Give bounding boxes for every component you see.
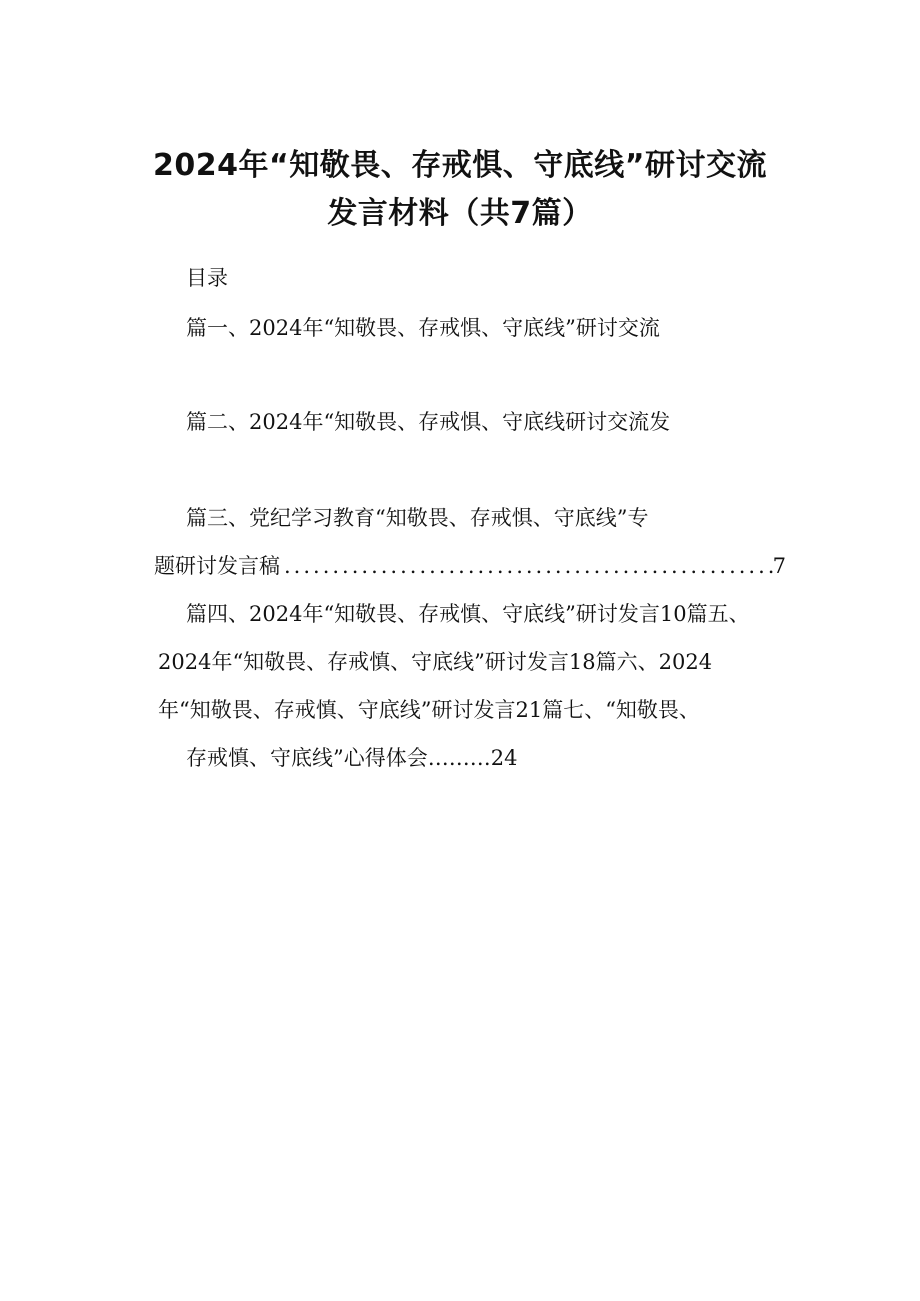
toc-heading: 目录 <box>186 266 228 290</box>
document-title-line-1: 2024年“知敬畏、存戒惧、守底线”研讨交流 <box>153 148 767 183</box>
toc-entry-3-line-2[interactable] <box>154 550 786 580</box>
toc-run-line-4[interactable]: 存戒慎、守底线”心得体会………24 <box>186 746 518 770</box>
toc-entry-3-text: 题研讨发言稿 <box>154 554 280 578</box>
document-title-line-2: 发言材料（共7篇） <box>327 196 593 231</box>
toc-entry-3-line-1[interactable]: 篇三、党纪学习教育“知敬畏、存戒惧、守底线”专 <box>186 506 649 530</box>
toc-run-line-3[interactable]: 年“知敬畏、存戒慎、守底线”研讨发言21篇七、“知敬畏、 <box>158 698 700 722</box>
toc-entry-2[interactable]: 篇二、2024年“知敬畏、存戒惧、守底线研讨交流发 <box>186 410 671 434</box>
toc-leader-dots <box>280 554 773 578</box>
toc-entry-1[interactable]: 篇一、2024年“知敬畏、存戒惧、守底线”研讨交流 <box>186 316 660 340</box>
toc-run-line-2[interactable]: 2024年“知敬畏、存戒慎、守底线”研讨发言18篇六、2024 <box>158 650 713 674</box>
toc-entry-3-page-number: 7 <box>772 554 786 578</box>
toc-run-line-1[interactable]: 篇四、2024年“知敬畏、存戒慎、守底线”研讨发言10篇五、 <box>186 602 750 626</box>
